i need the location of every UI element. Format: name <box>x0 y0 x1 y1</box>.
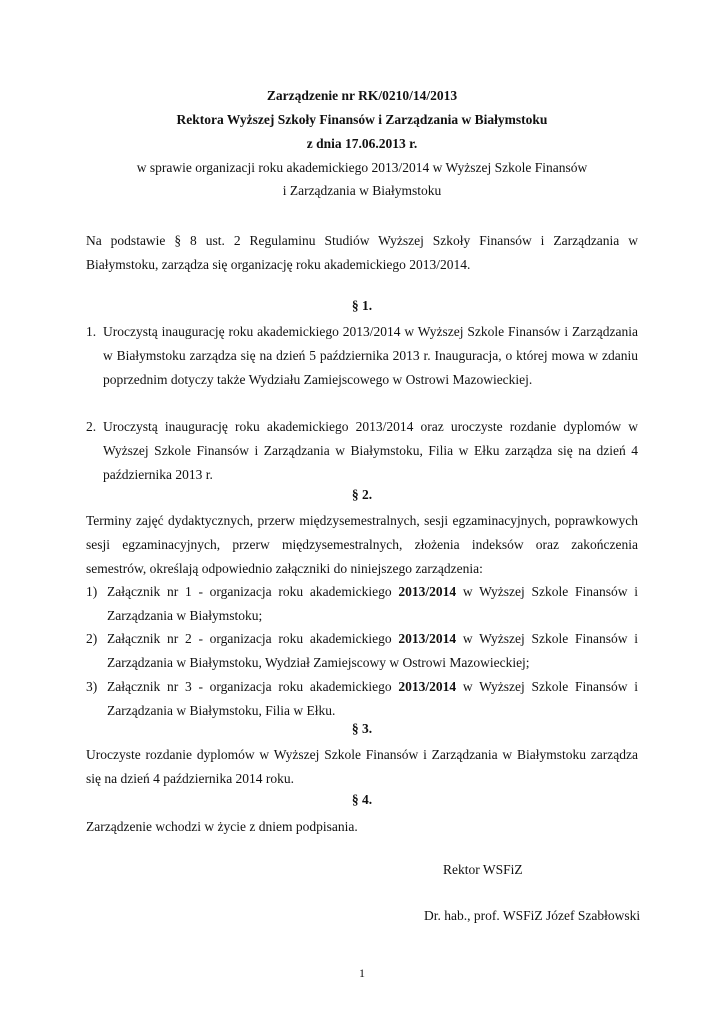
signature-title: Rektor WSFiZ <box>443 862 523 877</box>
section-4-text: Zarządzenie wchodzi w życie z dniem podpisania. <box>86 819 358 834</box>
subject-line-1: w sprawie organizacji roku akademickiego 2013/2014 w Wyższej Szkole Finansów <box>136 160 588 175</box>
section-2-intro: Terminy zajęć dydaktycznych, przerw międzysemestralnych, sesji egzaminacyjnych, poprawkowych sesji egzaminacyjnych, przerw międzysemestralnych, złożenia indeksów oraz zakończenia semestrów, określają odpowiednio załączniki do niniejszego zarządzenia: <box>86 513 638 576</box>
intro-paragraph: Na podstawie § 8 ust. 2 Regulaminu Studiów Wyższej Szkoły Finansów i Zarządzania w Białymstoku, zarządza się organizację roku akademickiego 2013/2014. <box>86 233 638 272</box>
signature-name: Dr. hab., prof. WSFiZ Józef Szabłowski <box>424 908 641 923</box>
section-1-item-1 <box>86 320 638 392</box>
section-3-mark: § 3. <box>351 721 373 736</box>
section-3-text: Uroczyste rozdanie dyplomów w Wyższej Szkole Finansów i Zarządzania w Białymstoku zarządza się na dzień 4 października 2014 roku. <box>86 747 638 786</box>
item-text: Uroczystą inaugurację roku akademickiego 2013/2014 oraz uroczyste rozdanie dyplomów w Wyższej Szkole Finansów i Zarządzania w Białymstoku, Filia w Ełku zarządza się na dzień 4 października 2013 r. <box>103 419 638 482</box>
subject-line-2: i Zarządzania w Białymstoku <box>282 183 442 198</box>
section-2-item-3 <box>86 675 638 723</box>
section-2-item-1 <box>86 580 638 628</box>
item-number: 2) <box>86 631 98 646</box>
order-number-title: Zarządzenie nr RK/0210/14/2013 <box>266 88 458 103</box>
issuer-title: Rektora Wyższej Szkoły Finansów i Zarządzania w Białymstoku <box>176 112 548 127</box>
section-1-item-2 <box>86 415 638 487</box>
item-text: Uroczystą inaugurację roku akademickiego 2013/2014 w Wyższej Szkole Finansów i Zarządzania w Białymstoku zarządza się na dzień 5 października 2013 r. Inauguracja, o której mowa w zdaniu poprzednim dotyczy także Wydziału Zamiejscowego w Ostrowi Mazowieckiej. <box>103 324 638 387</box>
item-text: Załącznik nr 2 - organizacja roku akademickiego 2013/2014 w Wyższej Szkole Finansów i Zarządzania w Białymstoku, Wydział Zamiejscowy w Ostrowi Mazowieckiej; <box>107 631 638 670</box>
item-text: Załącznik nr 1 - organizacja roku akademickiego 2013/2014 w Wyższej Szkole Finansów i Zarządzania w Białymstoku; <box>107 584 638 623</box>
section-2-item-2 <box>86 627 638 675</box>
section-2-mark: § 2. <box>351 487 373 502</box>
item-text: Załącznik nr 3 - organizacja roku akademickiego 2013/2014 w Wyższej Szkole Finansów i Zarządzania w Białymstoku, Filia w Ełku. <box>107 679 638 718</box>
section-1-mark: § 1. <box>351 298 373 313</box>
item-number: 1. <box>86 324 97 339</box>
item-number: 3) <box>86 679 98 694</box>
item-number: 2. <box>86 419 97 434</box>
section-4-mark: § 4. <box>351 792 373 807</box>
item-number: 1) <box>86 584 98 599</box>
date-title: z dnia 17.06.2013 r. <box>306 136 418 151</box>
page-number: 1 <box>359 966 365 980</box>
